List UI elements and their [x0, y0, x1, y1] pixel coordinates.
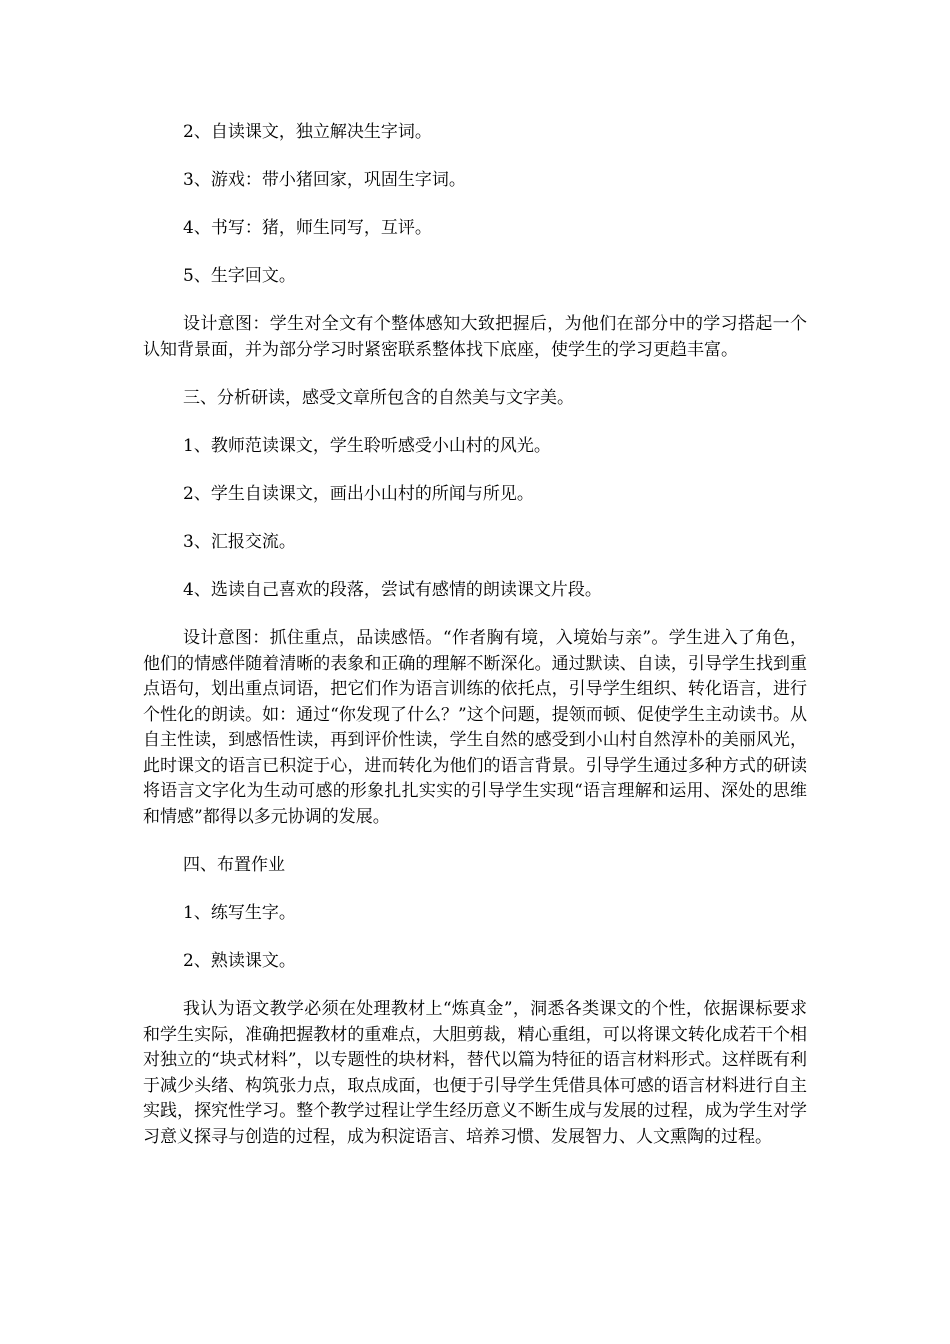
section-3-step-1: 1、教师范读课文，学生聆听感受小山村的风光。: [183, 436, 551, 456]
step-4-line: 4、书写：猪，师生同写，互评。: [183, 218, 432, 238]
section-3-heading: 三、分析研读，感受文章所包含的自然美与文字美。: [183, 388, 574, 408]
document-page: [143, 120, 807, 1173]
step-5-line: 5、生字回文。: [183, 266, 296, 286]
step-2-line: 2、自读课文，独立解决生字词。: [183, 122, 432, 142]
design-intent-paragraph: 设计意图：学生对全文有个整体感知大致把握后，为他们在部分中的学习搭起一个认知背景面，并为部分学习时紧密联系整体找下底座，使学生的学习更趋丰富。: [143, 314, 807, 360]
homework-item-2: 2、熟读课文。: [183, 951, 296, 971]
reflection-paragraph: 我认为语文教学必须在处理教材上“炼真金”，洞悉各类课文的个性，依据课标要求和学生实际，准确把握教材的重难点，大胆剪裁，精心重组，可以将课文转化成若干个相对独立的“块式材料”，以专题性的块材料，替代以篇为特征的语言材料形式。这样既有利于减少头绪、构筑张力点，取点成面，也便于引导学生凭借具体可感的语言材料进行自主实践，探究性学习。整个教学过程让学生经历意义不断生成与发展的过程，成为学生对学习意义探寻与创造的过程，成为积淀语言、培养习惯、发展智力、人文熏陶的过程。: [143, 999, 807, 1147]
section-3-step-3: 3、汇报交流。: [183, 532, 296, 552]
section-3-step-4: 4、选读自己喜欢的段落，尝试有感情的朗读课文片段。: [183, 580, 602, 600]
section-4-heading: 四、布置作业: [183, 855, 285, 875]
section-3-step-2: 2、学生自读课文，画出小山村的所闻与所见。: [183, 484, 534, 504]
step-3-line: 3、游戏：带小猪回家，巩固生字词。: [183, 170, 466, 190]
homework-item-1: 1、练写生字。: [183, 903, 296, 923]
design-intent-paragraph-2: 设计意图：抓住重点，品读感悟。“作者胸有境，入境始与亲”。学生进入了角色，他们的情感伴随着清晰的表象和正确的理解不断深化。通过默读、自读，引导学生找到重点语句，划出重点词语，把它们作为语言训练的依托点，引导学生组织、转化语言，进行个性化的朗读。如：通过“你发现了什么？”这个问题，提领而顿、促使学生主动读书。从自主性读，到感悟性读，再到评价性读，学生自然的感受到小山村自然淳朴的美丽风光，此时课文的语言已积淀于心，进而转化为他们的语言背景。引导学生通过多种方式的研读将语言文字化为生动可感的形象扎扎实实的引导学生实现“语言理解和运用、深处的思维和情感”都得以多元协调的发展。: [143, 628, 807, 827]
